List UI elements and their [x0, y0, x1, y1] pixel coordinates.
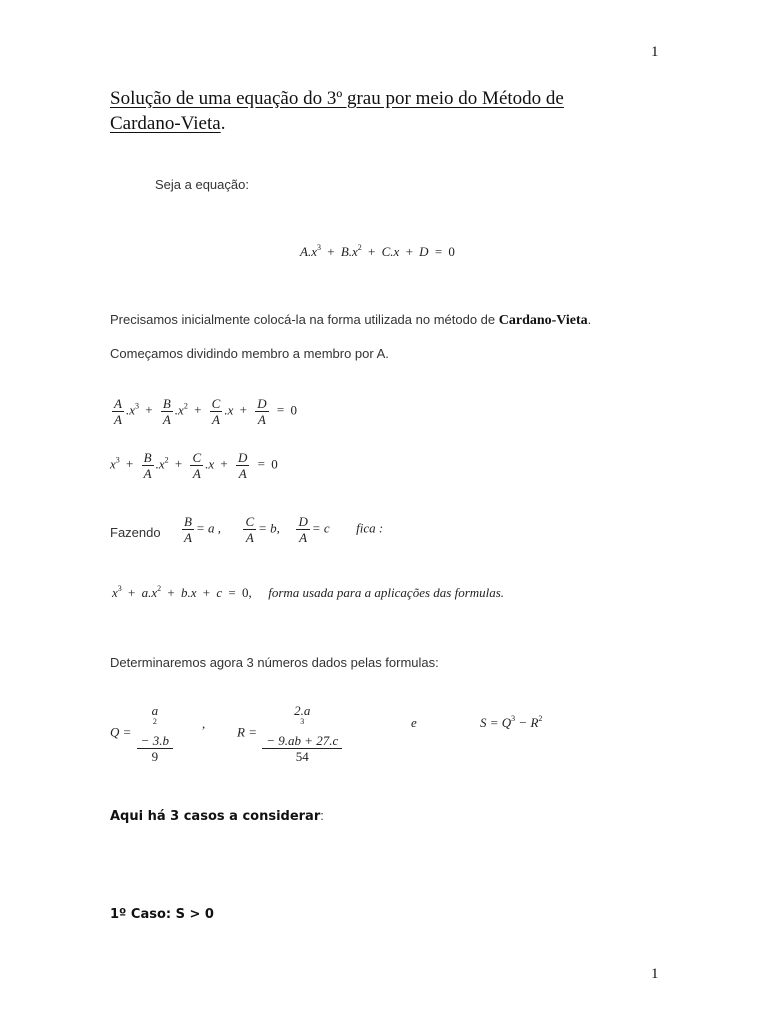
equals-sign: =: [434, 244, 443, 259]
frac-num: B: [162, 396, 171, 411]
eq-term-ax: a.x: [141, 585, 158, 600]
r-num-rest: − 9.ab + 27.c: [266, 733, 339, 748]
plus-sign: +: [194, 402, 202, 418]
frac-num: D: [257, 396, 267, 411]
eq-term-bx: B.x: [340, 244, 358, 259]
plus-sign: +: [368, 244, 376, 259]
reduced-form-equation: [112, 585, 504, 601]
r-numerator: [262, 703, 342, 749]
title-period: .: [220, 113, 226, 134]
intro-text: Seja a equação:: [155, 177, 249, 192]
substitution-a: = a ,: [195, 520, 221, 536]
plus-sign: +: [128, 585, 136, 600]
formula-s: [480, 715, 542, 731]
plus-sign: +: [220, 456, 228, 472]
plus-sign: +: [327, 244, 335, 259]
frac-num: B: [143, 450, 152, 465]
q-num-a: a: [151, 703, 159, 718]
q-num-rest: − 3.b: [140, 733, 169, 748]
equals-sign: =: [228, 585, 236, 600]
fraction-b-over-a: [182, 514, 194, 545]
plus-sign: +: [167, 585, 175, 600]
fraction-c-over-a: [210, 396, 223, 427]
fraction-b-over-a: [142, 450, 154, 481]
frac-den: A: [238, 466, 247, 481]
fraction-r: [262, 703, 342, 764]
eq-term-c: c: [216, 585, 223, 600]
case-1-heading: 1º Caso: S > 0: [110, 907, 214, 922]
eq-exp-2: 2: [164, 455, 169, 465]
plus-sign: +: [405, 244, 413, 259]
eq-rhs: 0: [271, 456, 278, 472]
cases-heading-bold: Aqui há 3 casos a considerar: [110, 809, 321, 824]
frac-den: A: [299, 530, 308, 545]
eq-term-bx: b.x: [181, 585, 197, 600]
fazendo-label: Fazendo: [110, 525, 161, 540]
title-line-1: Solução de uma equação do 3º grau por meio do Método de: [110, 88, 564, 109]
frac-den: A: [184, 530, 192, 545]
eq-exp-3: 3: [115, 455, 120, 465]
paragraph-form-bold: Cardano-Vieta: [498, 313, 588, 328]
substitution-b: = b,: [258, 520, 280, 536]
paragraph-formulas: Determinaremos agora 3 números dados pelas formulas:: [110, 655, 439, 670]
q-label: Q =: [110, 724, 132, 740]
eq-exp-2: 2: [183, 401, 188, 411]
page-number-bottom: 1: [651, 966, 659, 982]
plus-sign: +: [126, 456, 134, 472]
s-label: S = Q: [480, 715, 512, 730]
formula-separator: ,: [202, 716, 206, 731]
main-equation: [300, 244, 455, 260]
eq-exp-2: 2: [157, 584, 162, 593]
frac-den: A: [162, 412, 171, 427]
eq-exp-3: 3: [300, 717, 305, 726]
fraction-d-over-a: [255, 396, 268, 427]
frac-den: A: [114, 412, 122, 427]
frac-num: D: [298, 514, 308, 529]
eq-term-cx: C.x: [381, 244, 400, 259]
q-denominator: 9: [151, 749, 159, 764]
plus-sign: +: [202, 585, 211, 600]
eq-x: .x: [224, 402, 234, 418]
substitution-c: = c: [311, 520, 330, 536]
eq-exp-2: 2: [538, 714, 543, 723]
fraction-c-over-a: [243, 514, 256, 545]
eq-x: .x: [205, 456, 215, 472]
paragraph-divide: Começamos dividindo membro a membro por A.: [110, 346, 389, 361]
eq-exp-3: 3: [511, 714, 516, 723]
frac-num: C: [192, 450, 202, 465]
fraction-a-over-a: [112, 396, 124, 427]
frac-den: A: [192, 466, 201, 481]
eq-x: .x: [155, 456, 165, 472]
eq-x: .x: [174, 402, 184, 418]
plus-sign: +: [145, 402, 153, 418]
eq-x: x: [110, 456, 116, 472]
frac-num: C: [211, 396, 221, 411]
frac-num: A: [114, 396, 122, 411]
paragraph-form-end: .: [587, 312, 592, 327]
eq-exp-2: 2: [357, 243, 362, 252]
r-denominator: 54: [295, 749, 309, 764]
division-equation: [110, 396, 297, 427]
fica-text: fica :: [356, 520, 384, 536]
formula-r: [237, 703, 344, 764]
plus-sign: +: [174, 456, 183, 472]
cases-heading-end: :: [320, 808, 324, 823]
eq-rhs: 0: [448, 244, 455, 259]
plus-sign: +: [239, 402, 247, 418]
fraction-q: [137, 703, 173, 764]
simplified-equation: [110, 450, 278, 481]
frac-den: A: [212, 412, 220, 427]
equals-sign: =: [257, 456, 265, 472]
equals-sign: =: [276, 402, 285, 418]
frac-den: A: [143, 466, 152, 481]
fraction-d-over-a: [236, 450, 249, 481]
eq-x: .x: [125, 402, 135, 418]
eq-x: x: [112, 585, 118, 600]
frac-num: D: [238, 450, 248, 465]
formula-and: e: [411, 715, 417, 730]
eq-term-d: D: [419, 244, 429, 259]
eq-rhs: 0: [290, 402, 297, 418]
paragraph-form: [110, 312, 591, 329]
reduced-form-comment: forma usada para a aplicações das formulas.: [268, 585, 505, 600]
paragraph-form-text: Precisamos inicialmente colocá-la na forma utilizada no método de: [110, 312, 499, 327]
r-label: R =: [237, 724, 257, 740]
fraction-b-over-a: [161, 396, 173, 427]
title-line-2: Cardano-Vieta: [110, 113, 221, 134]
eq-rhs: 0,: [242, 585, 252, 600]
formula-q: [110, 703, 175, 764]
eq-exp-3: 3: [117, 584, 122, 593]
page-number-top: 1: [651, 44, 659, 60]
substitution-line: [180, 514, 383, 545]
frac-den: A: [257, 412, 266, 427]
frac-den: A: [245, 530, 254, 545]
document-title: [110, 86, 670, 136]
fraction-d-over-a: [296, 514, 309, 545]
fraction-c-over-a: [190, 450, 203, 481]
frac-num: C: [245, 514, 255, 529]
eq-exp-3: 3: [134, 401, 139, 411]
cases-heading: [110, 807, 324, 825]
r-num-a: 2.a: [294, 703, 311, 718]
eq-exp-2: 2: [152, 717, 157, 726]
eq-exp-3: 3: [316, 243, 321, 252]
frac-num: B: [184, 514, 192, 529]
eq-term-ax: A.x: [300, 244, 317, 259]
q-numerator: [137, 703, 173, 749]
s-mid: − R: [515, 715, 539, 730]
